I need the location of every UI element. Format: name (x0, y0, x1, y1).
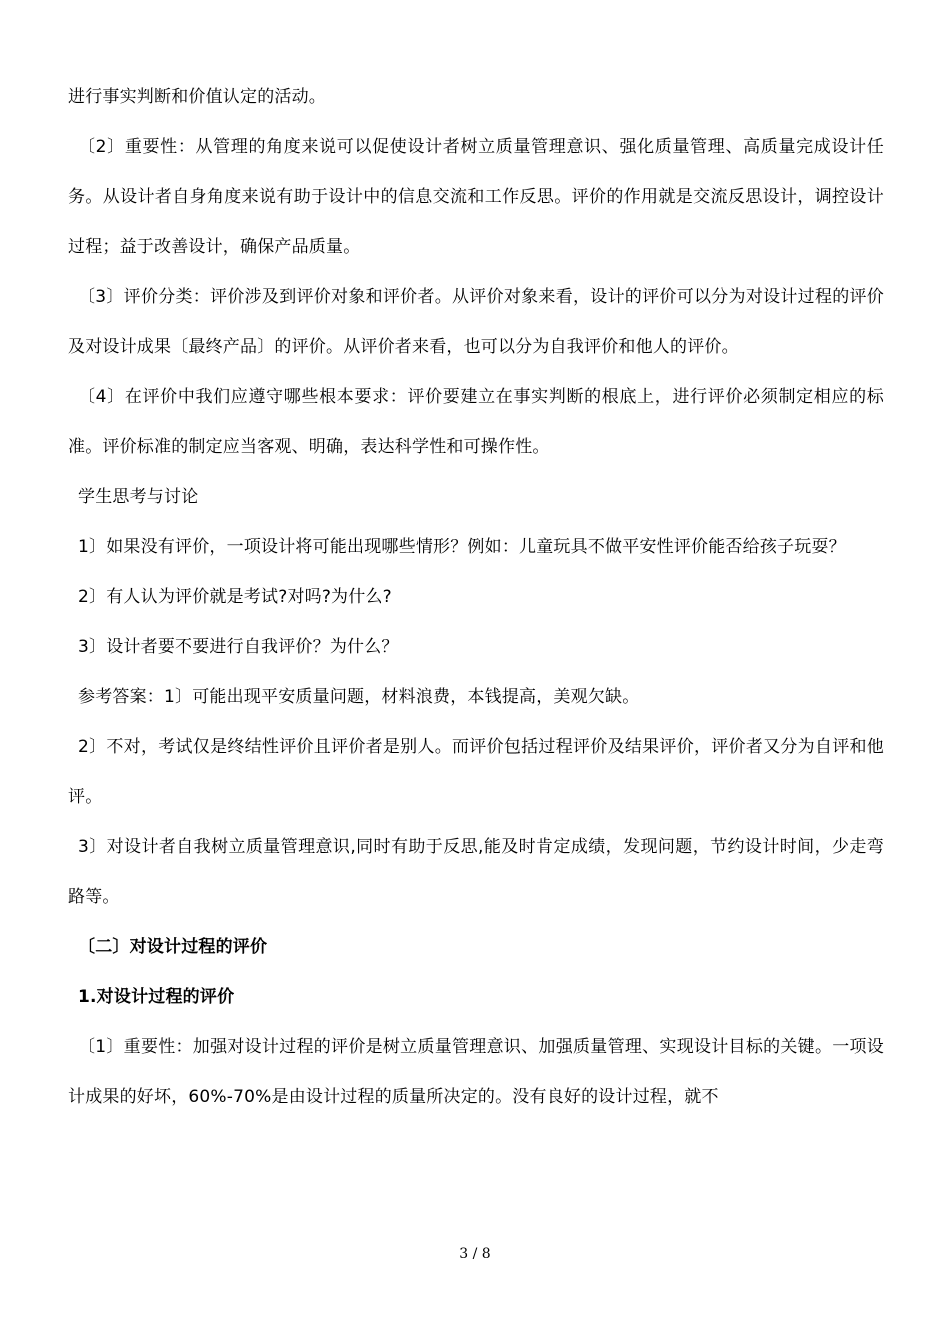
paragraph-discussion-title: 学生思考与讨论 (78, 487, 199, 507)
paragraph-answer-3: 3〕对设计者自我树立质量管理意识,同时有助于反思,能及时肯定成绩，发现问题，节约设计时间，少走弯路等。 (68, 837, 884, 907)
paragraph-answer-2: 2〕不对，考试仅是终结性评价且评价者是别人。而评价包括过程评价及结果评价，评价者又分为自评和他评。 (68, 737, 884, 807)
paragraph-classification: 〔3〕评价分类：评价涉及到评价对象和评价者。从评价对象来看，设计的评价可以分为对设计过程的评价及对设计成果〔最终产品〕的评价。从评价者来看，也可以分为自我评价和他人的评价。 (68, 287, 884, 357)
paragraph-question-3: 3〕设计者要不要进行自我评价？为什么？ (78, 637, 399, 657)
page-number: 3 / 8 (459, 1246, 491, 1262)
subsection-heading: 1.对设计过程的评价 (78, 987, 235, 1007)
paragraph-requirements: 〔4〕在评价中我们应遵守哪些根本要求：评价要建立在事实判断的根底上，进行评价必须制定相应的标准。评价标准的制定应当客观、明确，表达科学性和可操作性。 (68, 387, 884, 457)
document-body (68, 72, 884, 1122)
paragraph-process-importance: 〔1〕重要性：加强对设计过程的评价是树立质量管理意识、加强质量管理、实现设计目标的关键。一项设计成果的好坏，60%-70%是由设计过程的质量所决定的。没有良好的设计过程，就不 (68, 1037, 884, 1107)
paragraph-question-2: 2〕有人认为评价就是考试?对吗?为什么? (78, 587, 392, 607)
paragraph-question-1: 1〕如果没有评价，一项设计将可能出现哪些情形？例如：儿童玩具不做平安性评价能否给孩子玩耍？ (78, 537, 846, 557)
paragraph-continuation: 进行事实判断和价值认定的活动。 (68, 87, 326, 107)
section-heading: 〔二〕对设计过程的评价 (78, 937, 268, 957)
paragraph-importance: 〔2〕重要性：从管理的角度来说可以促使设计者树立质量管理意识、强化质量管理、高质量完成设计任务。从设计者自身角度来说有助于设计中的信息交流和工作反思。评价的作用就是交流反思设计，调控设计过程；益于改善设计，确保产品质量。 (68, 137, 884, 257)
paragraph-answer-1: 参考答案：1〕可能出现平安质量问题，材料浪费，本钱提高，美观欠缺。 (78, 687, 640, 707)
